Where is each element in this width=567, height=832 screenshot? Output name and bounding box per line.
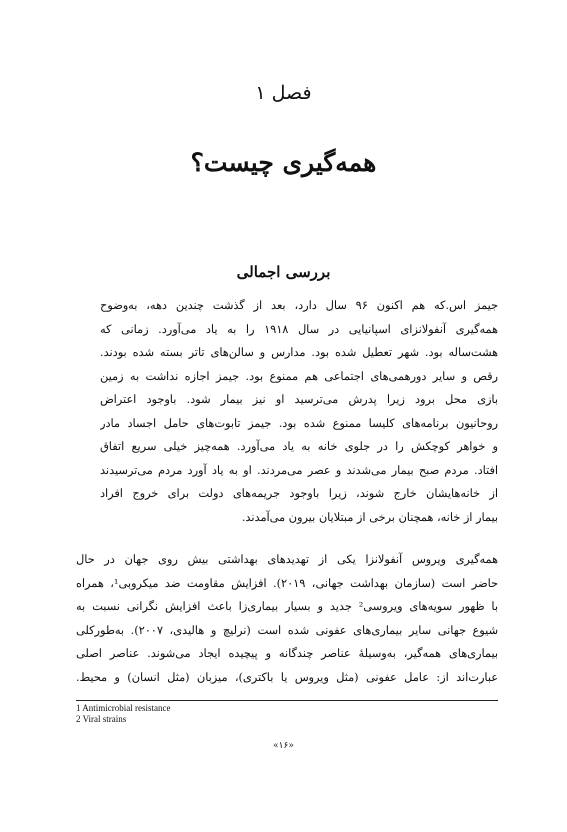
chapter-label: فصل ۱ — [255, 82, 312, 104]
text-line: از خانه‌هایشان خارج شوند، زیرا باوجود جریمه‌های دولت برای خروج افراد — [100, 487, 498, 500]
page-number: «۱۶» — [273, 741, 294, 751]
text-line: بیماری‌های همه‌گیر، به‌وسیلهٔ عناصر چندگانه و پیچیده ایجاد می‌شوند. عناصر اصلی — [76, 647, 498, 660]
text-line: با ظهور سویه‌های ویروسی² جدید و بسیار بیماری‌زا باعث افزایش نگرانی نسبت به — [76, 600, 498, 613]
text-line: عبارت‌اند از: عامل عفونی (مثل ویروس یا باکتری)، میزبان (مثل انسان) و محیط. — [76, 670, 498, 684]
chapter-title: همه‌گیری چیست؟ — [190, 148, 377, 177]
footnote-divider — [76, 700, 498, 701]
text-line: هشت‌ساله بود. شهر تعطیل شده بود. مدارس و سالن‌های تاتر بسته شده بودند. — [100, 346, 498, 359]
text-line: و خواهر کوچکش را در جلوی خانه به یاد می‌آورد. همه‌چیز خیلی سریع اتفاق — [100, 440, 498, 453]
text-line: شیوع جهانی سایر بیماری‌های عفونی شده است (نرلیچ و هالیدی، ۲۰۰۷). به‌طورکلی — [76, 623, 498, 637]
text-line: بیمار از خانه، همچنان برخی از مبتلایان بیرون می‌آمدند. — [241, 510, 498, 524]
text-line: همه‌گیری ویروس آنفولانزا یکی از تهدیدهای بهداشتی بیش روی جهان در حال — [76, 553, 498, 566]
footnote-item: 2 Viral strains — [76, 714, 127, 724]
paragraph-pandemic-threat — [76, 548, 498, 689]
text-line: روحانیون برنامه‌های کلیسا ممنوع شده بود. جیمز تابوت‌های حامل اجساد مادر — [100, 416, 498, 430]
text-line: بازی محل برود زیرا پدرش می‌ترسید او نیز بیمار شود. باوجود اعتراض — [100, 393, 498, 406]
footnotes — [76, 703, 498, 725]
section-heading: بررسی اجمالی — [236, 263, 331, 281]
paragraph-overview — [100, 294, 498, 529]
text-line: رقص و سایر دورهمی‌های اجتماعی هم ممنوع بود. جیمز اجازه نداشت به زمین — [100, 369, 498, 383]
text-line: حاضر است (سازمان بهداشت جهانی، ۲۰۱۹). افزایش مقاومت ضد میکروبی¹، همراه — [76, 576, 498, 590]
text-line: افتاد. مردم صبح بیمار می‌شدند و عصر می‌مردند. او به یاد آورد مردم می‌ترسیدند — [100, 463, 498, 477]
text-line: جیمز اس.که هم اکنون ۹۶ سال دارد، بعد از گذشت چندین دهه، به‌وضوح — [100, 299, 498, 312]
text-line: همه‌گیری آنفولانزای اسپانیایی در سال ۱۹۱۸ را به یاد می‌آورد. زمانی که — [100, 322, 498, 336]
footnote-item: 1 Antimicrobial resistance — [76, 703, 171, 713]
